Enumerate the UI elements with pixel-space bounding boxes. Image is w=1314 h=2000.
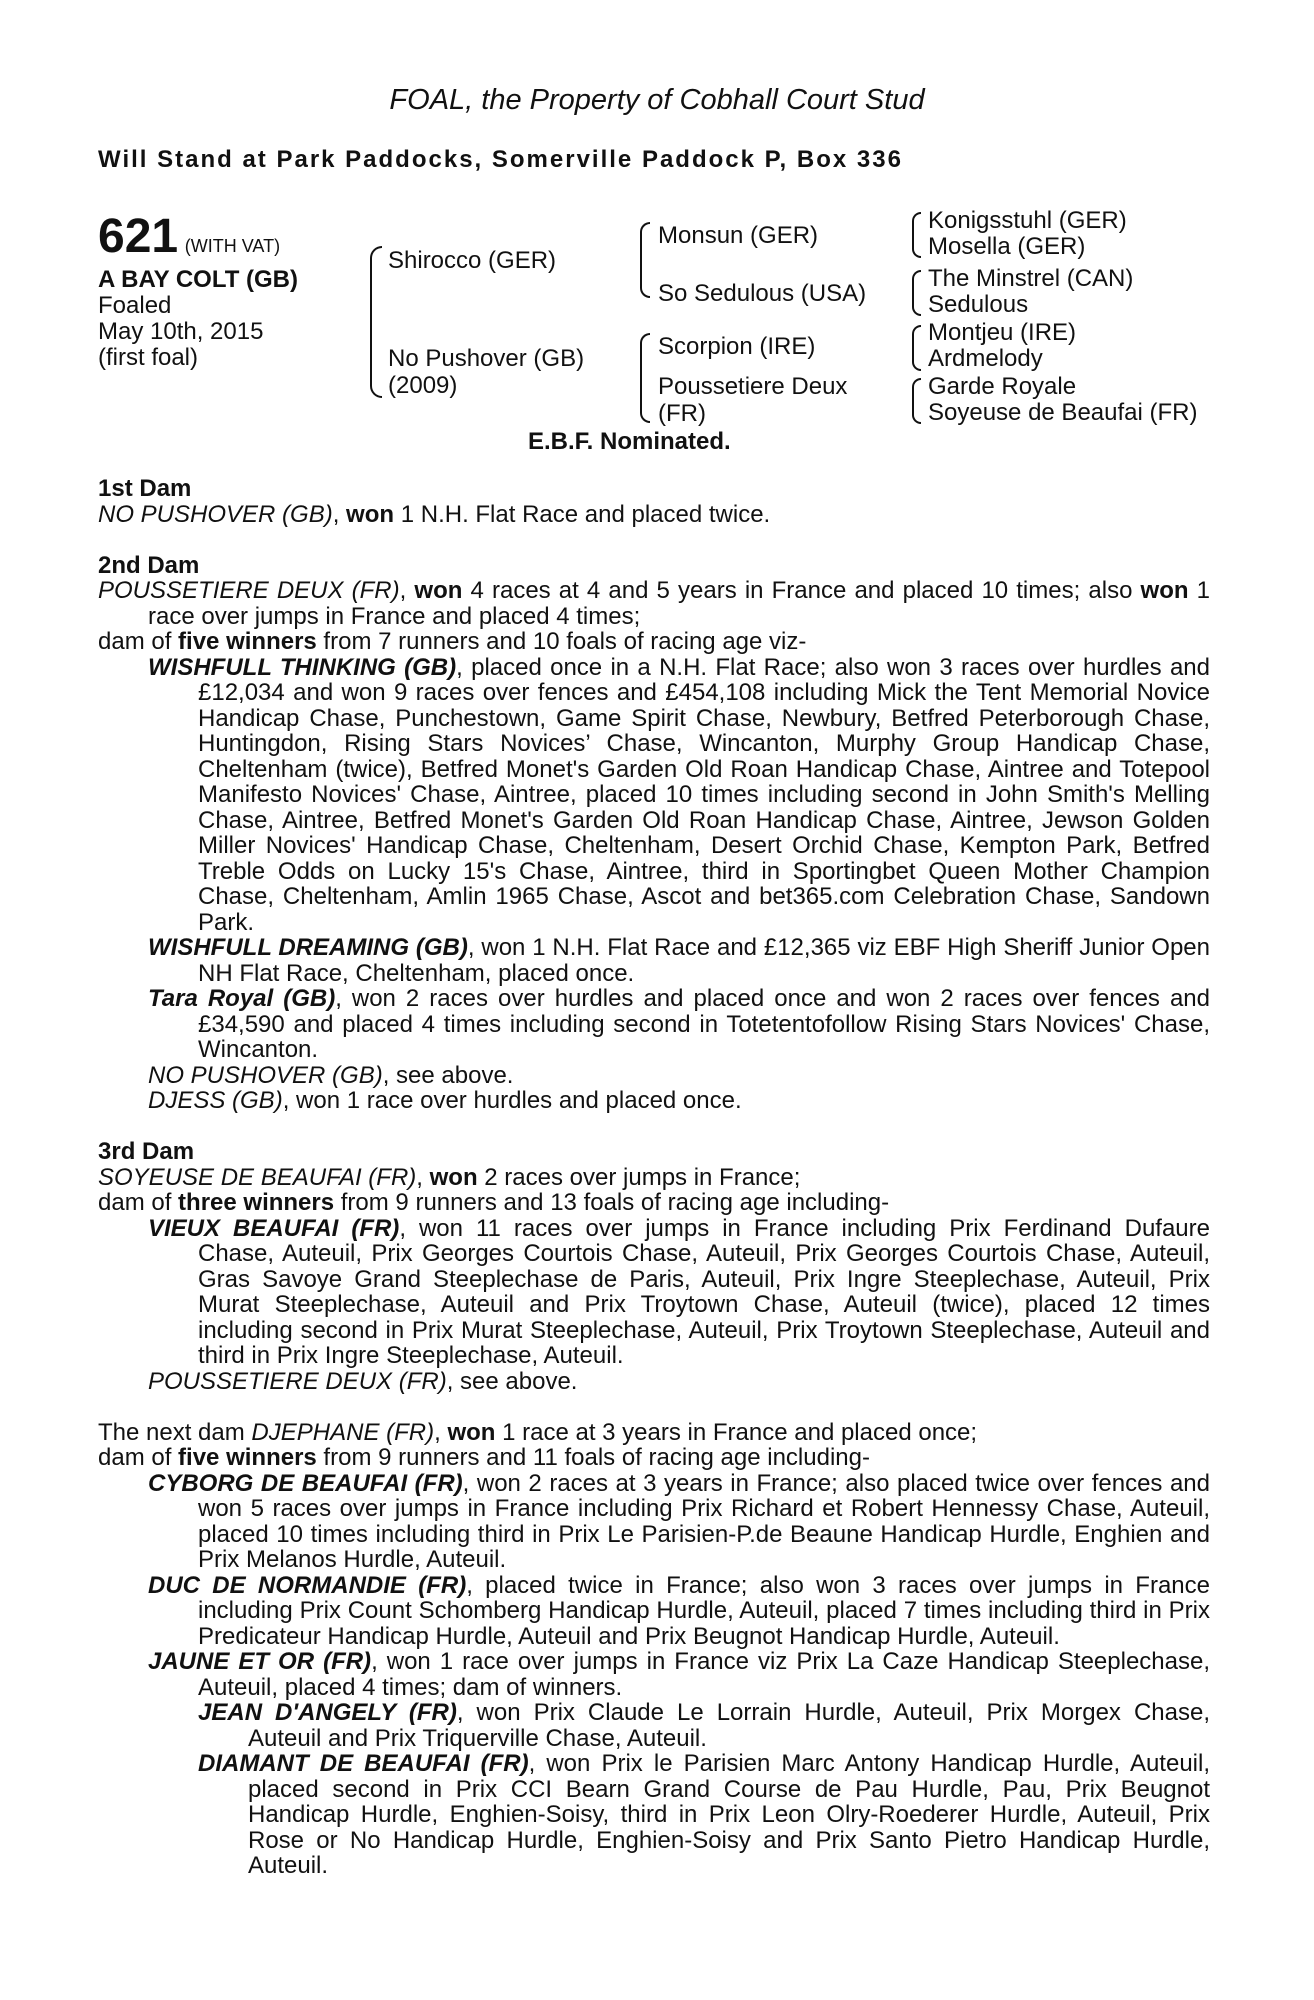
gen3-bracket-4	[912, 378, 921, 424]
progeny-name: DUC DE NORMANDIE (FR)	[148, 1571, 467, 1599]
winners-count: five winners	[178, 628, 317, 655]
progeny-record: , won 1 race over jumps in France viz Prix La Caze Handicap Steeplechase, Auteuil, placed 4 times; dam of winners.	[198, 1648, 1211, 1701]
next-dam-record: The next dam DJEPHANE (FR), won 1 race at 3 years in France and placed once;	[98, 1418, 978, 1446]
third-dam-name: SOYEUSE DE BEAUFAI (FR)	[98, 1163, 417, 1191]
first-dam-text: 1 N.H. Flat Race and placed twice.	[394, 500, 771, 528]
pedigree-dam-dam: Poussetiere Deux	[658, 373, 848, 400]
pedigree-dam: No Pushover (GB)	[388, 345, 585, 372]
first-dam-section	[98, 476, 1210, 527]
progeny-record: , won 11 races over jumps in France including Prix Ferdinand Dufaure Chase, Auteuil, Prix Georges Courtois Chase, Auteuil, Prix Georges Courtois Chase, Auteuil, Gras Savoye Grand Steeplechase de Paris, Auteuil, Prix Ingre Steeplechase, Auteuil, Prix Murat Steeplechase, Auteuil and Prix Troytown Chase, Auteuil (twice), placed 12 times including second in Prix Murat Steeplechase, Auteuil, Prix Troytown Steeplechase, Auteuil and third in Prix Ingre Steeplechase, Auteuil.	[198, 1214, 1210, 1369]
lot-heading	[98, 210, 281, 263]
runners-summary: from 9 runners and 13 foals of racing age including-	[334, 1189, 890, 1216]
progeny-record: , placed once in a N.H. Flat Race; also won 3 races over hurdles and £12,034 and won 9 races over fences and £454,108 including Mick the Tent Memorial Novice Handicap Chase, Punchestown, Game Spirit Chase, Newbury, Betfred Peterborough Chase, Huntingdon, Rising Stars Novices’ Chase, Wincanton, Murphy Group Handicap Chase, Cheltenham (twice), Betfred Monet's Garden Old Roan Handicap Chase, Aintree and Totepool Manifesto Novices' Chase, Aintree, placed 10 times including second in John Smith's Melling Chase, Aintree, Betfred Monet's Garden Old Roan Handicap Chase, Aintree, Jewson Golden Miller Novices' Handicap Chase, Cheltenham, Desert Orchid Chase, Kempton Park, Betfred Treble Odds on Lucky 15's Chase, Aintree, third in Sportingbet Queen Mother Champion Chase, Cheltenham, Amlin 1965 Chase, Ascot and bet365.com Celebration Chase, Sandown Park.	[198, 653, 1210, 936]
second-dam-name: POUSSETIERE DEUX (FR)	[98, 577, 400, 604]
dam-records	[98, 476, 1210, 1879]
progeny-entry	[148, 935, 1210, 986]
progeny-entry	[148, 655, 1210, 936]
second-dam-record: POUSSETIERE DEUX (FR), won 4 races at 4 and 5 years in France and placed 10 times; also won 1 race over jumps in France and placed 4 times;	[98, 577, 1211, 630]
progeny-name: VIEUX BEAUFAI (FR)	[148, 1214, 400, 1242]
progeny-entry	[198, 1751, 1210, 1879]
second-dam-heading: 2nd Dam	[98, 551, 200, 579]
progeny-entry	[198, 1700, 1210, 1751]
progeny-name: DJESS (GB)	[148, 1087, 283, 1114]
progeny-name: NO PUSHOVER (GB)	[148, 1061, 383, 1089]
foaled-label: Foaled	[98, 292, 172, 319]
gen3-bracket-3	[912, 325, 921, 371]
next-dam-lead: The next dam	[98, 1418, 252, 1446]
first-dam-won: won	[346, 500, 395, 528]
pedigree-g3-3: The Minstrel (CAN)	[928, 265, 1134, 292]
second-dam-text-2: 1 race over jumps in France and placed 4 times;	[148, 577, 1211, 630]
gen3-bracket-1	[912, 212, 921, 258]
progeny-name: JAUNE ET OR (FR)	[148, 1648, 372, 1675]
first-dam-name: NO PUSHOVER (GB)	[98, 500, 333, 528]
lot-number: 621	[98, 210, 179, 263]
progeny-record: , see above.	[382, 1061, 514, 1089]
winners-count: three winners	[178, 1189, 335, 1216]
pedigree-sire-dam: So Sedulous (USA)	[658, 280, 867, 307]
lot-title: A BAY COLT (GB)	[98, 266, 299, 293]
vat-note: (WITH VAT)	[184, 236, 281, 256]
progeny-record: , won 1 N.H. Flat Race and £12,365 viz EBF High Sheriff Junior Open NH Flat Race, Cheltenham, placed once.	[198, 934, 1211, 987]
pedigree-g3-4: Sedulous	[928, 291, 1029, 318]
progeny-entry	[148, 1573, 1210, 1650]
ebf-nominated: E.B.F. Nominated.	[528, 428, 731, 455]
first-foal-note: (first foal)	[98, 344, 199, 371]
damof-label: dam of	[98, 1189, 179, 1216]
progeny-record: , placed twice in France; also won 3 races over jumps in France including Prix Count Schomberg Handicap Hurdle, Auteuil, placed 7 times including third in Prix Predicateur Handicap Hurdle, Auteuil and Prix Beugnot Handicap Hurdle, Auteuil.	[198, 1571, 1210, 1650]
pedigree-sire-sire: Monsun (GER)	[658, 222, 819, 249]
progeny-entry	[148, 1369, 1210, 1395]
progeny-record: , see above.	[446, 1367, 578, 1395]
third-dam-heading: 3rd Dam	[98, 1138, 195, 1165]
next-dam-text: 1 race at 3 years in France and placed once;	[495, 1418, 978, 1446]
second-dam-won-2: won	[1140, 577, 1189, 604]
progeny-entry	[148, 1649, 1210, 1700]
progeny-name: JEAN D'ANGELY (FR)	[198, 1699, 457, 1726]
dam-line-bracket	[640, 333, 650, 423]
progeny-name: WISHFULL DREAMING (GB)	[148, 934, 468, 961]
gen3-bracket-2	[912, 270, 921, 316]
next-dam-produce-summary	[98, 1445, 1210, 1471]
next-dam-won: won	[447, 1418, 496, 1446]
next-dam-grandprogeny-list	[98, 1700, 1210, 1879]
third-dam-section	[98, 1139, 1210, 1394]
foaled-date: May 10th, 2015	[98, 318, 264, 345]
damof-label: dam of	[98, 628, 179, 655]
progeny-record: , won 1 race over hurdles and placed once.	[282, 1087, 742, 1114]
second-dam-won: won	[414, 577, 463, 604]
progeny-record: , won Prix Claude Le Lorrain Hurdle, Auteuil, Prix Morgex Chase, Auteuil and Prix Triquerville Chase, Auteuil.	[248, 1699, 1210, 1752]
progeny-entry	[148, 1216, 1210, 1369]
pedigree-g3-7: Garde Royale	[928, 373, 1077, 400]
progeny-entry	[148, 1088, 1210, 1114]
first-dam-heading: 1st Dam	[98, 475, 192, 502]
second-dam-section	[98, 553, 1210, 1114]
pedigree-g3-8: Soyeuse de Beaufai (FR)	[928, 399, 1198, 426]
progeny-entry	[148, 1063, 1210, 1089]
third-dam-won: won	[429, 1163, 478, 1191]
pedigree-g3-2: Mosella (GER)	[928, 233, 1086, 260]
pedigree-g3-6: Ardmelody	[928, 345, 1043, 372]
second-dam-text: 4 races at 4 and 5 years in France and placed 10 times; also	[462, 577, 1141, 604]
progeny-name: Tara Royal (GB)	[148, 985, 336, 1012]
first-dam-line: NO PUSHOVER (GB), won 1 N.H. Flat Race and placed twice.	[98, 500, 771, 528]
pedigree-g3-5: Montjeu (IRE)	[928, 319, 1077, 346]
third-dam-produce-summary	[98, 1190, 1210, 1216]
progeny-name: CYBORG DE BEAUFAI (FR)	[148, 1469, 463, 1497]
progeny-record: , won Prix le Parisien Marc Antony Handicap Hurdle, Auteuil, placed second in Prix CCI Bearn Grand Course de Pau Hurdle, Pau, Prix Beugnot Handicap Hurdle, Enghien-Soisy, third in Prix Leon Olry-Roederer Hurdle, Auteuil, Prix Rose or No Handicap Hurdle, Enghien-Soisy and Prix Santo Pietro Handicap Hurdle, Auteuil.	[248, 1750, 1210, 1879]
progeny-record: , won 2 races over hurdles and placed once and won 2 races over fences and £34,590 and placed 4 times including second in Totetentofollow Rising Stars Novices' Chase, Wincanton.	[198, 985, 1210, 1063]
stand-location: Will Stand at Park Paddocks, Somerville Paddock P, Box 336	[98, 146, 903, 173]
runners-summary: from 9 runners and 11 foals of racing age including-	[316, 1444, 870, 1471]
third-dam-text: 2 races over jumps in France;	[477, 1163, 801, 1191]
property-caption: FOAL, the Property of Cobhall Court Stud	[389, 84, 925, 116]
sire-line-bracket	[640, 222, 650, 298]
progeny-record: , won 2 races at 3 years in France; also placed twice over fences and won 5 races over jumps in France including Prix Richard et Robert Hennessy Chase, Auteuil, placed 10 times including third in Prix Le Parisien-P.de Beaune Handicap Hurdle, Enghien and Prix Melanos Hurdle, Auteuil.	[198, 1469, 1211, 1573]
pedigree-dam-sire: Scorpion (IRE)	[658, 333, 816, 360]
winners-count: five winners	[178, 1444, 317, 1471]
progeny-name: DIAMANT DE BEAUFAI (FR)	[198, 1750, 529, 1777]
third-dam-record: SOYEUSE DE BEAUFAI (FR), won 2 races over jumps in France;	[98, 1163, 801, 1191]
third-dam-progeny-list	[98, 1216, 1210, 1395]
next-dam-section	[98, 1420, 1210, 1879]
runners-summary: from 7 runners and 10 foals of racing age viz-	[316, 628, 807, 655]
sire-dam-bracket	[370, 246, 382, 398]
next-dam-name: DJEPHANE (FR)	[251, 1418, 435, 1446]
pedigree-g3-1: Konigsstuhl (GER)	[928, 207, 1127, 234]
pedigree-sire: Shirocco (GER)	[388, 247, 557, 274]
damof-label: dam of	[98, 1444, 179, 1471]
second-dam-progeny-list	[98, 655, 1210, 1114]
pedigree-dam-year: (2009)	[388, 372, 458, 399]
progeny-entry	[148, 986, 1210, 1063]
progeny-name: POUSSETIERE DEUX (FR)	[148, 1367, 447, 1395]
pedigree-dam-dam-country: (FR)	[658, 400, 706, 427]
progeny-entry	[148, 1471, 1210, 1573]
progeny-name: WISHFULL THINKING (GB)	[148, 653, 457, 681]
second-dam-produce-summary	[98, 629, 1210, 655]
next-dam-progeny-list	[98, 1471, 1210, 1701]
